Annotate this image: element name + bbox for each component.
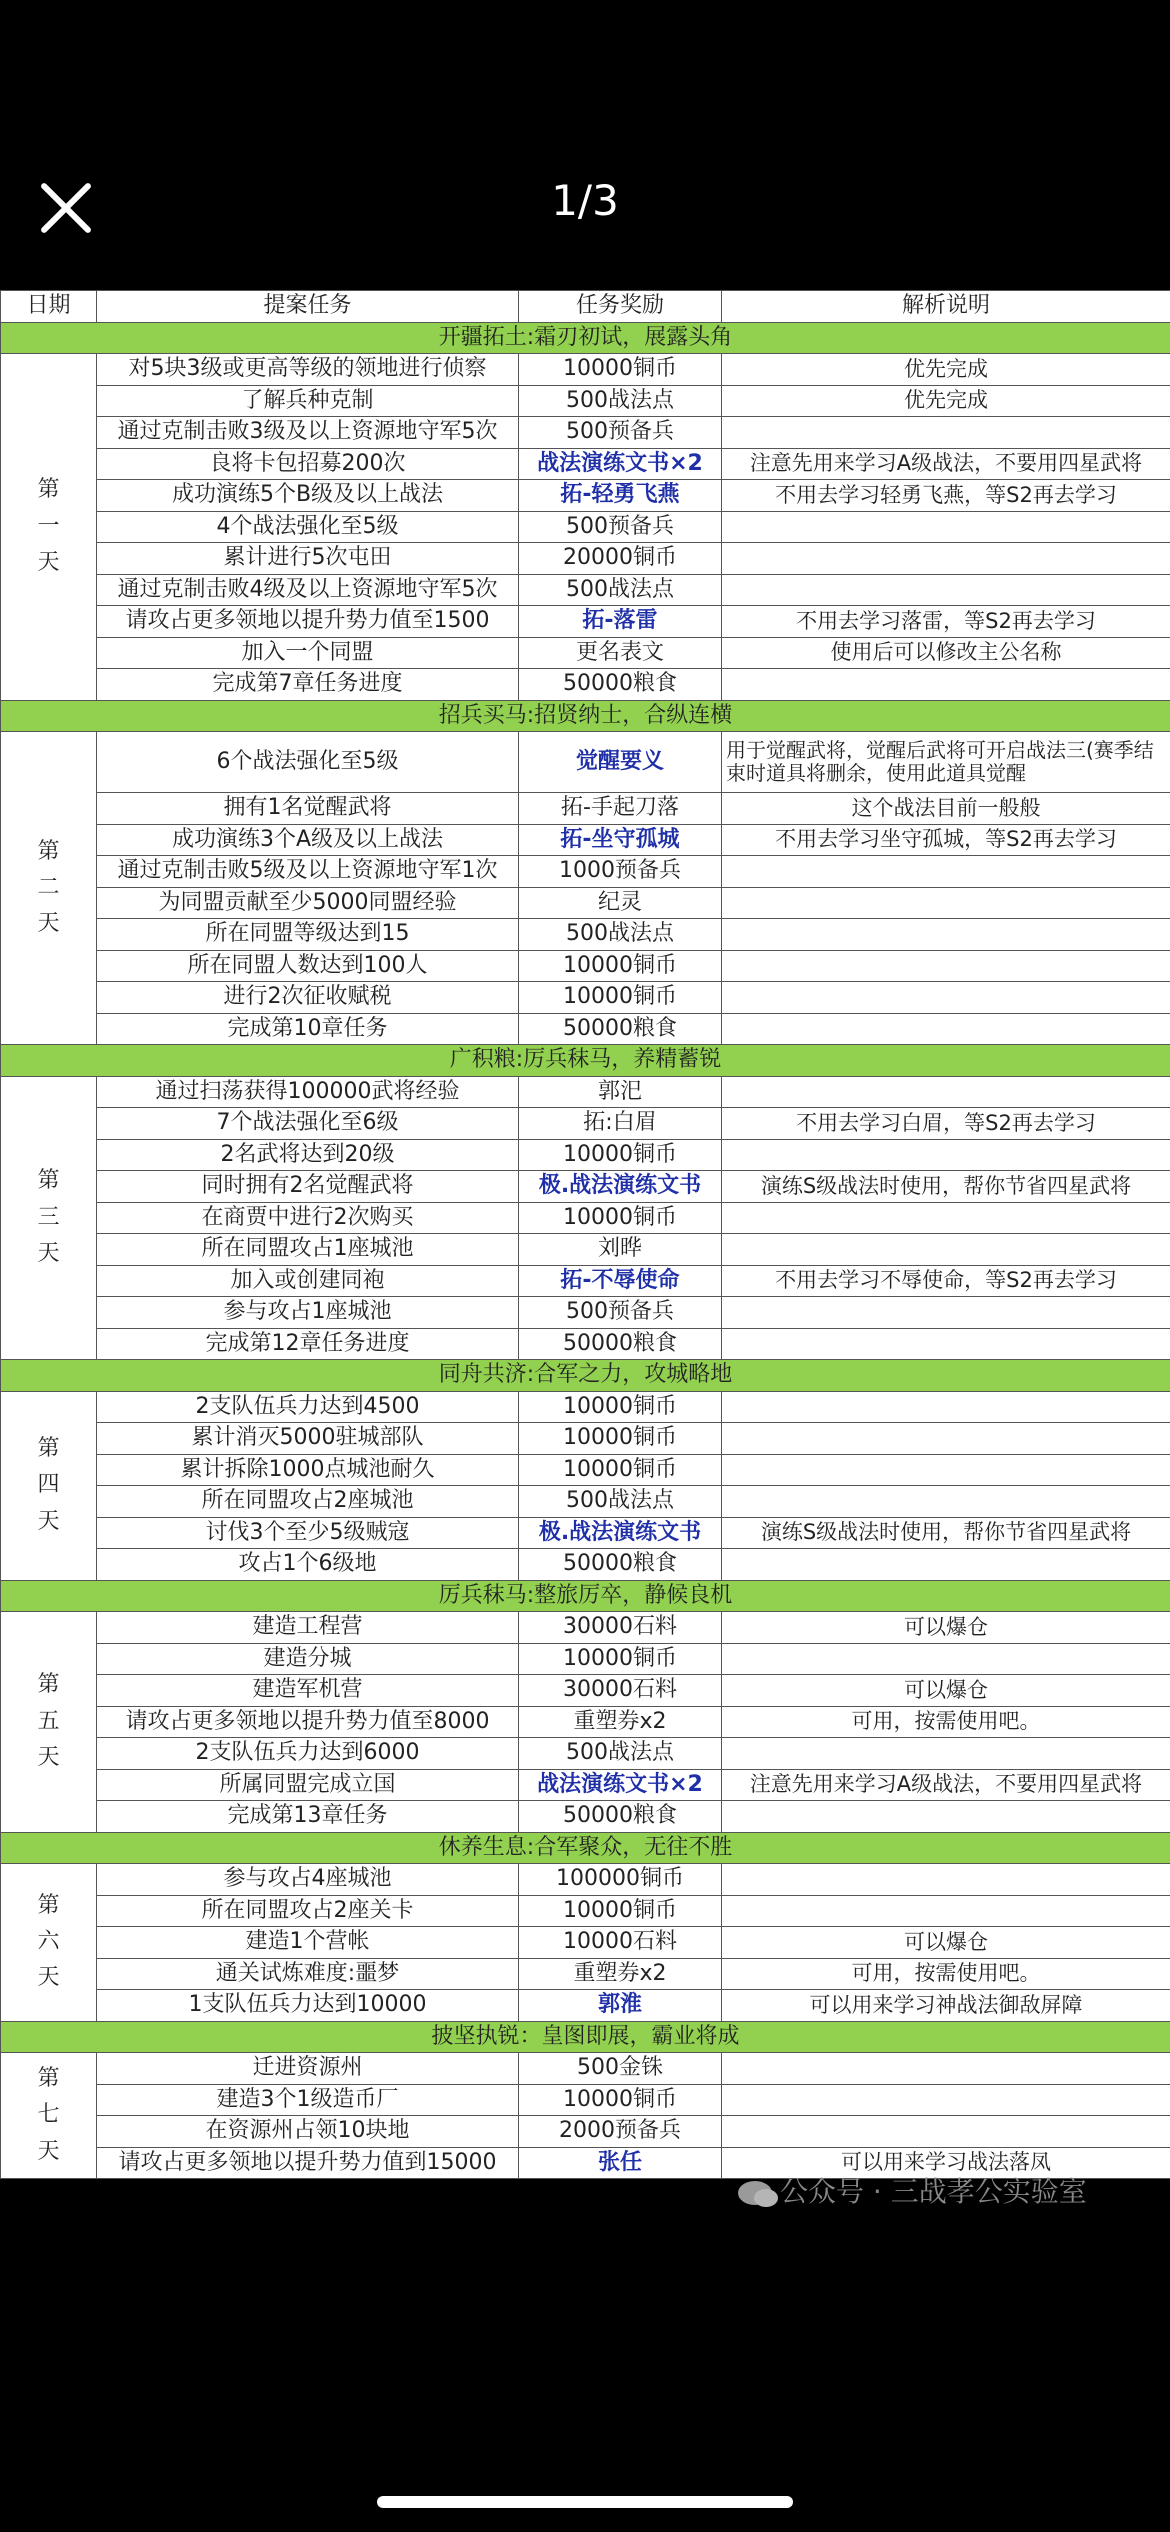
reward-cell: 500预备兵	[519, 511, 722, 543]
note-cell	[722, 919, 1170, 951]
reward-cell: 10000铜币	[519, 982, 722, 1014]
day-cell: 第 四 天	[1, 1391, 97, 1580]
table-row	[1, 1297, 1170, 1329]
table-row	[1, 574, 1170, 606]
table-row	[1, 669, 1170, 701]
task-cell: 完成第10章任务	[97, 1013, 519, 1045]
reward-cell: 10000石料	[519, 1927, 722, 1959]
task-cell: 请攻占更多领地以提升势力值到15000	[97, 2147, 519, 2179]
header-date: 日期	[1, 291, 97, 323]
section-title: 厉兵秣马:整旅厉卒，静候良机	[1, 1580, 1170, 1612]
note-cell	[722, 2053, 1170, 2085]
table-row	[1, 1706, 1170, 1738]
table-row	[1, 511, 1170, 543]
reward-cell: 郭淮	[519, 1990, 722, 2022]
table-row	[1, 637, 1170, 669]
reward-cell: 战法演练文书×2	[519, 448, 722, 480]
task-cell: 2名武将达到20级	[97, 1139, 519, 1171]
reward-cell: 30000石料	[519, 1675, 722, 1707]
table-row	[1, 2053, 1170, 2085]
reward-cell: 50000粮食	[519, 1013, 722, 1045]
reward-cell: 10000铜币	[519, 1643, 722, 1675]
table-row	[1, 1265, 1170, 1297]
table-row	[1, 919, 1170, 951]
table-row	[1, 793, 1170, 825]
task-cell: 完成第12章任务进度	[97, 1328, 519, 1360]
header-reward: 任务奖励	[519, 291, 722, 323]
task-cell: 通过克制击败3级及以上资源地守军5次	[97, 417, 519, 449]
task-cell: 1支队伍兵力达到10000	[97, 1990, 519, 2022]
task-cell: 成功演练5个B级及以上战法	[97, 480, 519, 512]
table-row	[1, 1927, 1170, 1959]
reward-cell: 10000铜币	[519, 354, 722, 386]
table-row	[1, 543, 1170, 575]
table-row	[1, 982, 1170, 1014]
task-cell: 累计拆除1000点城池耐久	[97, 1454, 519, 1486]
reward-cell: 10000铜币	[519, 1895, 722, 1927]
task-table	[0, 290, 1170, 2179]
table-row	[1, 1108, 1170, 1140]
task-cell: 7个战法强化至6级	[97, 1108, 519, 1140]
note-cell	[722, 856, 1170, 888]
note-cell	[722, 1486, 1170, 1518]
note-cell	[722, 1643, 1170, 1675]
reward-cell: 500战法点	[519, 574, 722, 606]
note-cell	[722, 887, 1170, 919]
task-cell: 请攻占更多领地以提升势力值至1500	[97, 606, 519, 638]
reward-cell: 10000铜币	[519, 1454, 722, 1486]
task-cell: 所在同盟攻占1座城池	[97, 1234, 519, 1266]
note-cell: 使用后可以修改主公名称	[722, 637, 1170, 669]
day-cell: 第 五 天	[1, 1612, 97, 1833]
reward-cell: 拓-落雷	[519, 606, 722, 638]
task-cell: 成功演练3个A级及以上战法	[97, 824, 519, 856]
reward-cell: 100000铜币	[519, 1864, 722, 1896]
reward-cell: 郭汜	[519, 1076, 722, 1108]
task-cell: 请攻占更多领地以提升势力值至8000	[97, 1706, 519, 1738]
reward-cell: 20000铜币	[519, 543, 722, 575]
note-cell	[722, 1202, 1170, 1234]
table-row	[1, 2116, 1170, 2148]
note-cell	[722, 2116, 1170, 2148]
task-cell: 迁进资源州	[97, 2053, 519, 2085]
section-header-row	[1, 700, 1170, 732]
note-cell	[722, 1013, 1170, 1045]
reward-cell: 10000铜币	[519, 2084, 722, 2116]
task-cell: 为同盟贡献至少5000同盟经验	[97, 887, 519, 919]
section-title: 招兵买马:招贤纳士，合纵连横	[1, 700, 1170, 732]
note-cell: 可以爆仓	[722, 1927, 1170, 1959]
day-cell: 第 一 天	[1, 354, 97, 701]
table-row	[1, 1895, 1170, 1927]
task-cell: 所属同盟完成立国	[97, 1769, 519, 1801]
task-cell: 通关试炼难度:噩梦	[97, 1958, 519, 1990]
note-cell	[722, 1234, 1170, 1266]
task-cell: 在资源州占领10块地	[97, 2116, 519, 2148]
task-cell: 建造工程营	[97, 1612, 519, 1644]
table-header-row	[1, 291, 1170, 323]
table-row	[1, 1391, 1170, 1423]
task-cell: 6个战法强化至5级	[97, 732, 519, 793]
table-row	[1, 2084, 1170, 2116]
watermark	[738, 2170, 1087, 2210]
task-cell: 所在同盟等级达到15	[97, 919, 519, 951]
note-cell: 不用去学习落雷，等S2再去学习	[722, 606, 1170, 638]
table-row	[1, 1864, 1170, 1896]
note-cell	[722, 1738, 1170, 1770]
table-row	[1, 856, 1170, 888]
note-cell	[722, 417, 1170, 449]
table-row	[1, 887, 1170, 919]
note-cell: 可以用来学习神战法御敌屏障	[722, 1990, 1170, 2022]
note-cell: 优先完成	[722, 385, 1170, 417]
reward-cell: 拓-轻勇飞燕	[519, 480, 722, 512]
note-cell: 注意先用来学习A级战法，不要用四星武将	[722, 1769, 1170, 1801]
reward-cell: 觉醒要义	[519, 732, 722, 793]
reward-cell: 拓:白眉	[519, 1108, 722, 1140]
table-row	[1, 1454, 1170, 1486]
reward-cell: 极.战法演练文书	[519, 1171, 722, 1203]
table-row	[1, 1738, 1170, 1770]
section-title: 休养生息:合军聚众，无往不胜	[1, 1832, 1170, 1864]
task-cell: 完成第13章任务	[97, 1801, 519, 1833]
reward-cell: 拓-不辱使命	[519, 1265, 722, 1297]
task-cell: 所在同盟人数达到100人	[97, 950, 519, 982]
note-cell	[722, 1139, 1170, 1171]
task-cell: 通过扫荡获得100000武将经验	[97, 1076, 519, 1108]
table-row	[1, 824, 1170, 856]
watermark-text: 公众号 · 三战孝公实验室	[780, 2175, 1087, 2208]
note-cell	[722, 1864, 1170, 1896]
note-cell: 可用，按需使用吧。	[722, 1958, 1170, 1990]
note-cell	[722, 1328, 1170, 1360]
table-row	[1, 448, 1170, 480]
table-row	[1, 1612, 1170, 1644]
note-cell: 不用去学习坐守孤城，等S2再去学习	[722, 824, 1170, 856]
table-row	[1, 1013, 1170, 1045]
task-cell: 4个战法强化至5级	[97, 511, 519, 543]
note-cell	[722, 669, 1170, 701]
table-row	[1, 1801, 1170, 1833]
note-cell: 用于觉醒武将，觉醒后武将可开启战法三(赛季结束时道具将删余，使用此道具觉醒	[722, 732, 1170, 793]
note-cell: 注意先用来学习A级战法，不要用四星武将	[722, 448, 1170, 480]
table-row	[1, 1769, 1170, 1801]
note-cell: 演练S级战法时使用，帮你节省四星武将	[722, 1171, 1170, 1203]
reward-cell: 50000粮食	[519, 1549, 722, 1581]
table-row	[1, 732, 1170, 793]
task-cell: 通过克制击败4级及以上资源地守军5次	[97, 574, 519, 606]
table-row	[1, 1076, 1170, 1108]
reward-cell: 1000预备兵	[519, 856, 722, 888]
reward-cell: 50000粮食	[519, 1328, 722, 1360]
reward-cell: 张任	[519, 2147, 722, 2179]
section-header-row	[1, 2021, 1170, 2053]
reward-cell: 极.战法演练文书	[519, 1517, 722, 1549]
note-cell	[722, 1076, 1170, 1108]
image-counter: 1/3	[551, 176, 619, 225]
task-cell: 建造1个营帐	[97, 1927, 519, 1959]
task-cell: 了解兵种克制	[97, 385, 519, 417]
task-cell: 参与攻占4座城池	[97, 1864, 519, 1896]
task-cell: 完成第7章任务进度	[97, 669, 519, 701]
task-table-image	[0, 290, 1170, 2179]
reward-cell: 拓-手起刀落	[519, 793, 722, 825]
reward-cell: 500战法点	[519, 1486, 722, 1518]
section-title: 同舟共济:合军之力，攻城略地	[1, 1360, 1170, 1392]
table-row	[1, 1171, 1170, 1203]
viewer-top-bar	[0, 0, 1170, 290]
task-cell: 同时拥有2名觉醒武将	[97, 1171, 519, 1203]
task-cell: 加入一个同盟	[97, 637, 519, 669]
table-row	[1, 1517, 1170, 1549]
task-cell: 在商贾中进行2次购买	[97, 1202, 519, 1234]
task-cell: 累计进行5次屯田	[97, 543, 519, 575]
note-cell: 不用去学习不辱使命，等S2再去学习	[722, 1265, 1170, 1297]
day-cell: 第 二 天	[1, 732, 97, 1045]
task-cell: 建造分城	[97, 1643, 519, 1675]
task-cell: 讨伐3个至少5级贼寇	[97, 1517, 519, 1549]
note-cell	[722, 1297, 1170, 1329]
table-row	[1, 417, 1170, 449]
task-cell: 2支队伍兵力达到6000	[97, 1738, 519, 1770]
note-cell	[722, 2084, 1170, 2116]
note-cell: 优先完成	[722, 354, 1170, 386]
table-row	[1, 950, 1170, 982]
task-cell: 攻占1个6级地	[97, 1549, 519, 1581]
task-cell: 通过克制击败5级及以上资源地守军1次	[97, 856, 519, 888]
note-cell: 这个战法目前一般般	[722, 793, 1170, 825]
note-cell	[722, 543, 1170, 575]
reward-cell: 500战法点	[519, 1738, 722, 1770]
reward-cell: 50000粮食	[519, 1801, 722, 1833]
table-row	[1, 480, 1170, 512]
note-cell	[722, 950, 1170, 982]
task-cell: 2支队伍兵力达到4500	[97, 1391, 519, 1423]
reward-cell: 拓-坐守孤城	[519, 824, 722, 856]
reward-cell: 30000石料	[519, 1612, 722, 1644]
reward-cell: 战法演练文书×2	[519, 1769, 722, 1801]
reward-cell: 10000铜币	[519, 1423, 722, 1455]
note-cell	[722, 1391, 1170, 1423]
table-row	[1, 1549, 1170, 1581]
reward-cell: 更名表文	[519, 637, 722, 669]
section-header-row	[1, 322, 1170, 354]
section-header-row	[1, 1360, 1170, 1392]
reward-cell: 500预备兵	[519, 417, 722, 449]
note-cell	[722, 1801, 1170, 1833]
table-body	[1, 322, 1170, 2179]
task-cell: 累计消灭5000驻城部队	[97, 1423, 519, 1455]
day-cell: 第 六 天	[1, 1864, 97, 2022]
table-row	[1, 1423, 1170, 1455]
task-cell: 进行2次征收赋税	[97, 982, 519, 1014]
task-cell: 良将卡包招募200次	[97, 448, 519, 480]
table-row	[1, 385, 1170, 417]
reward-cell: 500金铢	[519, 2053, 722, 2085]
day-cell: 第 三 天	[1, 1076, 97, 1360]
table-row	[1, 606, 1170, 638]
reward-cell: 纪灵	[519, 887, 722, 919]
note-cell	[722, 1549, 1170, 1581]
note-cell	[722, 1895, 1170, 1927]
day-cell: 第 七 天	[1, 2053, 97, 2179]
note-cell: 可以爆仓	[722, 1675, 1170, 1707]
section-header-row	[1, 1832, 1170, 1864]
reward-cell: 刘晔	[519, 1234, 722, 1266]
table-row	[1, 354, 1170, 386]
reward-cell: 10000铜币	[519, 1139, 722, 1171]
note-cell	[722, 574, 1170, 606]
reward-cell: 10000铜币	[519, 1202, 722, 1234]
task-cell: 建造3个1级造币厂	[97, 2084, 519, 2116]
note-cell	[722, 1454, 1170, 1486]
note-cell	[722, 1423, 1170, 1455]
table-row	[1, 1486, 1170, 1518]
table-row	[1, 1202, 1170, 1234]
wechat-icon	[738, 2181, 772, 2205]
header-task: 提案任务	[97, 291, 519, 323]
note-cell: 可以用来学习战法落凤	[722, 2147, 1170, 2179]
note-cell	[722, 511, 1170, 543]
note-cell: 演练S级战法时使用，帮你节省四星武将	[722, 1517, 1170, 1549]
table-row	[1, 1234, 1170, 1266]
section-title: 广积粮:厉兵秣马，养精蓄锐	[1, 1045, 1170, 1077]
reward-cell: 500战法点	[519, 385, 722, 417]
table-row	[1, 1328, 1170, 1360]
section-title: 披坚执锐：皇图即展，霸业将成	[1, 2021, 1170, 2053]
reward-cell: 10000铜币	[519, 950, 722, 982]
reward-cell: 50000粮食	[519, 669, 722, 701]
task-cell: 所在同盟攻占2座关卡	[97, 1895, 519, 1927]
task-cell: 参与攻占1座城池	[97, 1297, 519, 1329]
task-cell: 加入或创建同袍	[97, 1265, 519, 1297]
table-row	[1, 1958, 1170, 1990]
task-cell: 建造军机营	[97, 1675, 519, 1707]
note-cell: 不用去学习轻勇飞燕，等S2再去学习	[722, 480, 1170, 512]
table-row	[1, 1643, 1170, 1675]
note-cell	[722, 982, 1170, 1014]
task-cell: 对5块3级或更高等级的领地进行侦察	[97, 354, 519, 386]
reward-cell: 500预备兵	[519, 1297, 722, 1329]
section-header-row	[1, 1045, 1170, 1077]
home-indicator[interactable]	[377, 2496, 793, 2508]
reward-cell: 500战法点	[519, 919, 722, 951]
section-header-row	[1, 1580, 1170, 1612]
table-row	[1, 1675, 1170, 1707]
reward-cell: 2000预备兵	[519, 2116, 722, 2148]
note-cell: 可以爆仓	[722, 1612, 1170, 1644]
task-cell: 所在同盟攻占2座城池	[97, 1486, 519, 1518]
reward-cell: 重塑券x2	[519, 1706, 722, 1738]
task-cell: 拥有1名觉醒武将	[97, 793, 519, 825]
table-row	[1, 1990, 1170, 2022]
reward-cell: 10000铜币	[519, 1391, 722, 1423]
reward-cell: 重塑券x2	[519, 1958, 722, 1990]
note-cell: 不用去学习白眉，等S2再去学习	[722, 1108, 1170, 1140]
section-title: 开疆拓土:霜刃初试，展露头角	[1, 322, 1170, 354]
header-note: 解析说明	[722, 291, 1170, 323]
note-cell: 可用，按需使用吧。	[722, 1706, 1170, 1738]
table-row	[1, 1139, 1170, 1171]
